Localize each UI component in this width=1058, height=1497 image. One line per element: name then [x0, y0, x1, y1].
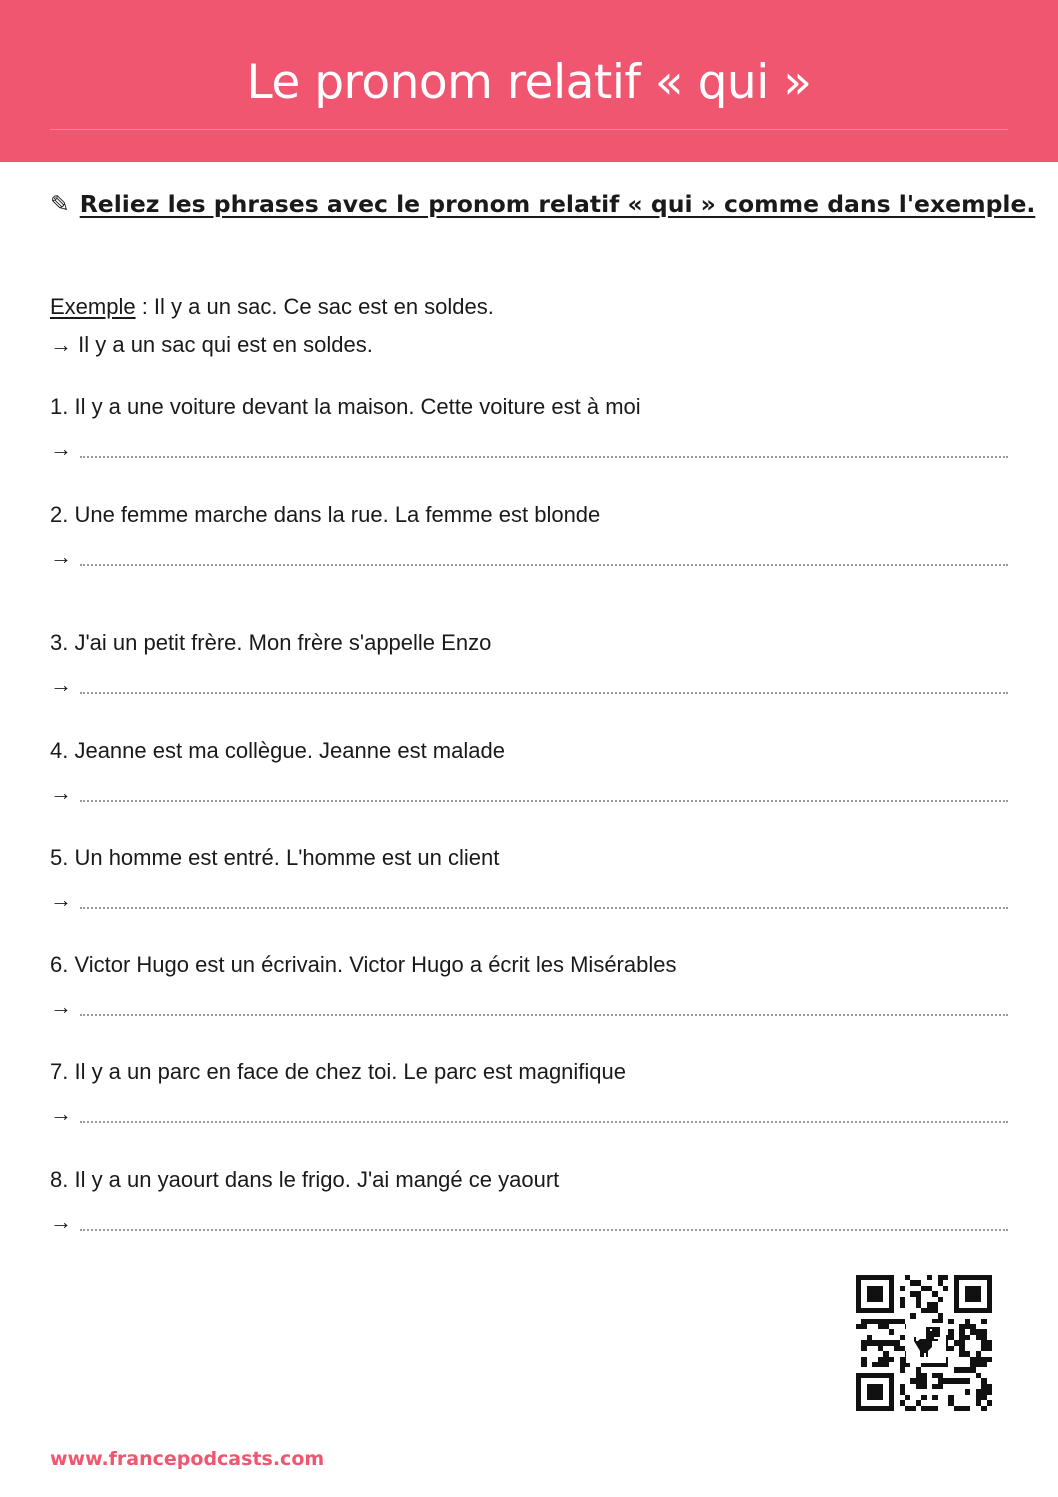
qr-module	[987, 1389, 992, 1394]
arrow-icon: →	[50, 544, 72, 569]
qr-module	[938, 1384, 943, 1389]
qr-module	[981, 1406, 986, 1411]
qr-module	[932, 1406, 937, 1411]
answer-line[interactable]	[50, 434, 1008, 462]
qr-module	[861, 1324, 866, 1329]
qr-module	[861, 1362, 866, 1367]
qr-module	[878, 1395, 883, 1400]
answer-blank[interactable]	[80, 1211, 1008, 1231]
exercise-item	[50, 734, 1008, 806]
qr-module	[900, 1302, 905, 1307]
qr-module	[987, 1346, 992, 1351]
qr-module	[976, 1297, 981, 1302]
item-prompt: 7. Il y a un parc en face de chez toi. Le parc est magnifique	[50, 1059, 627, 1084]
item-prompt: 5. Un homme est entré. L'homme est un client	[50, 845, 500, 870]
item-prompt: 3. J'ai un petit frère. Mon frère s'appelle Enzo	[50, 630, 492, 655]
qr-module	[948, 1319, 953, 1324]
example-label: Exemple	[50, 294, 136, 319]
qr-module	[889, 1357, 894, 1362]
answer-line[interactable]	[50, 885, 1008, 913]
qr-module	[910, 1313, 915, 1318]
qr-module	[948, 1346, 953, 1351]
arrow-icon: →	[50, 887, 72, 912]
answer-blank[interactable]	[80, 1103, 1008, 1123]
pencil-icon: ✎	[50, 190, 70, 218]
item-prompt: 4. Jeanne est ma collègue. Jeanne est malade	[50, 738, 505, 763]
exercise-item	[50, 1163, 1008, 1235]
answer-line[interactable]	[50, 670, 1008, 698]
exercise-item	[50, 841, 1008, 913]
qr-module	[921, 1384, 926, 1389]
qr-module	[921, 1395, 926, 1400]
qr-module	[889, 1329, 894, 1334]
qr-module	[889, 1308, 894, 1313]
qr-module	[878, 1297, 883, 1302]
arrow-icon: →	[50, 332, 72, 357]
item-prompt: 6. Victor Hugo est un écrivain. Victor Hugo a écrit les Misérables	[50, 952, 677, 977]
arrow-icon: →	[50, 1209, 72, 1234]
answer-line[interactable]	[50, 1207, 1008, 1235]
page-title: Le pronom relatif « qui »	[246, 55, 812, 110]
qr-module	[883, 1362, 888, 1367]
item-prompt: 8. Il y a un yaourt dans le frigo. J'ai mangé ce yaourt	[50, 1167, 560, 1192]
instruction	[50, 190, 1036, 218]
qr-module	[927, 1275, 932, 1280]
qr-module	[861, 1346, 866, 1351]
qr-module	[900, 1335, 905, 1340]
qr-module	[900, 1367, 905, 1372]
exercise-item	[50, 390, 1008, 462]
example-sentence: : Il y a un sac. Ce sac est en soldes.	[135, 294, 494, 319]
qr-module	[889, 1406, 894, 1411]
qr-module	[900, 1286, 905, 1291]
exercise-item	[50, 626, 1008, 698]
instruction-text: Reliez les phrases avec le pronom relatif « qui » comme dans l'exemple.	[79, 190, 1036, 218]
qr-module	[905, 1395, 910, 1400]
qr-module	[965, 1406, 970, 1411]
qr-module	[943, 1275, 948, 1280]
example-block	[50, 288, 494, 364]
qr-module	[932, 1395, 937, 1400]
arrow-icon: →	[50, 780, 72, 805]
answer-blank[interactable]	[80, 996, 1008, 1016]
qr-module	[910, 1406, 915, 1411]
qr-module	[987, 1308, 992, 1313]
qr-module	[938, 1297, 943, 1302]
exercise-item	[50, 948, 1008, 1020]
footer-url[interactable]: www.francepodcasts.com	[50, 1448, 325, 1470]
exercise-item	[50, 1055, 1008, 1127]
qr-module	[987, 1357, 992, 1362]
arrow-icon: →	[50, 436, 72, 461]
qr-module	[965, 1378, 970, 1383]
answer-line[interactable]	[50, 778, 1008, 806]
qr-module	[987, 1400, 992, 1405]
dinosaur-icon	[906, 1323, 946, 1363]
arrow-icon: →	[50, 1101, 72, 1126]
qr-module	[981, 1319, 986, 1324]
page-header	[0, 0, 1058, 162]
answer-blank[interactable]	[80, 546, 1008, 566]
item-prompt: 1. Il y a une voiture devant la maison. Cette voiture est à moi	[50, 394, 641, 419]
exercise-item	[50, 498, 1008, 570]
qr-module	[965, 1389, 970, 1394]
qr-module	[965, 1335, 970, 1340]
arrow-icon: →	[50, 994, 72, 1019]
arrow-icon: →	[50, 672, 72, 697]
answer-line[interactable]	[50, 542, 1008, 570]
answer-blank[interactable]	[80, 674, 1008, 694]
answer-blank[interactable]	[80, 782, 1008, 802]
item-prompt: 2. Une femme marche dans la rue. La femme est blonde	[50, 502, 601, 527]
answer-line[interactable]	[50, 1099, 1008, 1127]
answer-line[interactable]	[50, 992, 1008, 1020]
answer-blank[interactable]	[80, 438, 1008, 458]
example-line	[50, 288, 494, 326]
example-answer-line	[50, 326, 494, 364]
qr-module	[943, 1286, 948, 1291]
answer-blank[interactable]	[80, 889, 1008, 909]
example-answer: Il y a un sac qui est en soldes.	[78, 332, 373, 357]
header-divider	[50, 129, 1008, 130]
qr-module	[981, 1362, 986, 1367]
